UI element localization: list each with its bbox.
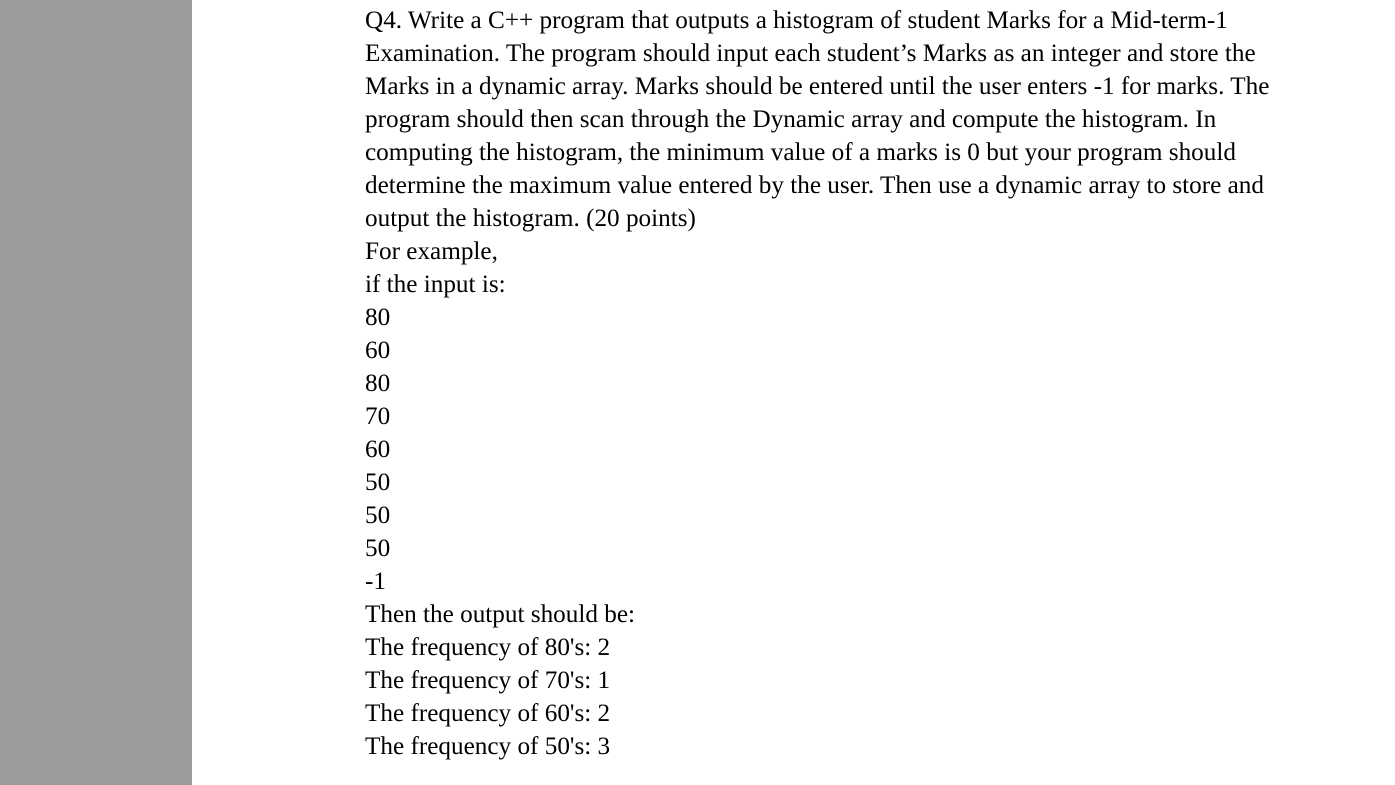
question-line: Marks in a dynamic array. Marks should be entered until the user enters -1 for marks. The — [365, 73, 1270, 100]
example-section — [365, 235, 1395, 763]
output-line: The frequency of 70's: 1 — [365, 667, 611, 694]
output-line: The frequency of 80's: 2 — [365, 634, 611, 661]
question-line: output the histogram. (20 points) — [365, 205, 696, 232]
input-value: -1 — [365, 568, 386, 595]
question-line: determine the maximum value entered by the user. Then use a dynamic array to store and — [365, 172, 1264, 199]
question-text — [365, 4, 1395, 235]
input-value: 50 — [365, 535, 391, 562]
input-value: 80 — [365, 304, 391, 331]
output-line: The frequency of 60's: 2 — [365, 700, 611, 727]
input-value: 80 — [365, 370, 391, 397]
question-line: computing the histogram, the minimum value of a marks is 0 but your program should — [365, 139, 1236, 166]
document-body — [365, 4, 1395, 763]
output-line: The frequency of 50's: 3 — [365, 733, 611, 760]
input-value: 60 — [365, 436, 391, 463]
input-value: 50 — [365, 502, 391, 529]
input-list — [365, 301, 1395, 598]
question-line: Examination. The program should input each student’s Marks as an integer and store the — [365, 40, 1256, 67]
question-line: Q4. Write a C++ program that outputs a histogram of student Marks for a Mid-term-1 — [365, 7, 1228, 34]
output-label: Then the output should be: — [365, 601, 636, 628]
left-gray-panel — [0, 0, 192, 785]
input-value: 50 — [365, 469, 391, 496]
output-list — [365, 631, 1395, 763]
input-value: 70 — [365, 403, 391, 430]
input-label: if the input is: — [365, 271, 506, 298]
input-value: 60 — [365, 337, 391, 364]
question-line: program should then scan through the Dynamic array and compute the histogram. In — [365, 106, 1217, 133]
example-intro: For example, — [365, 238, 498, 265]
